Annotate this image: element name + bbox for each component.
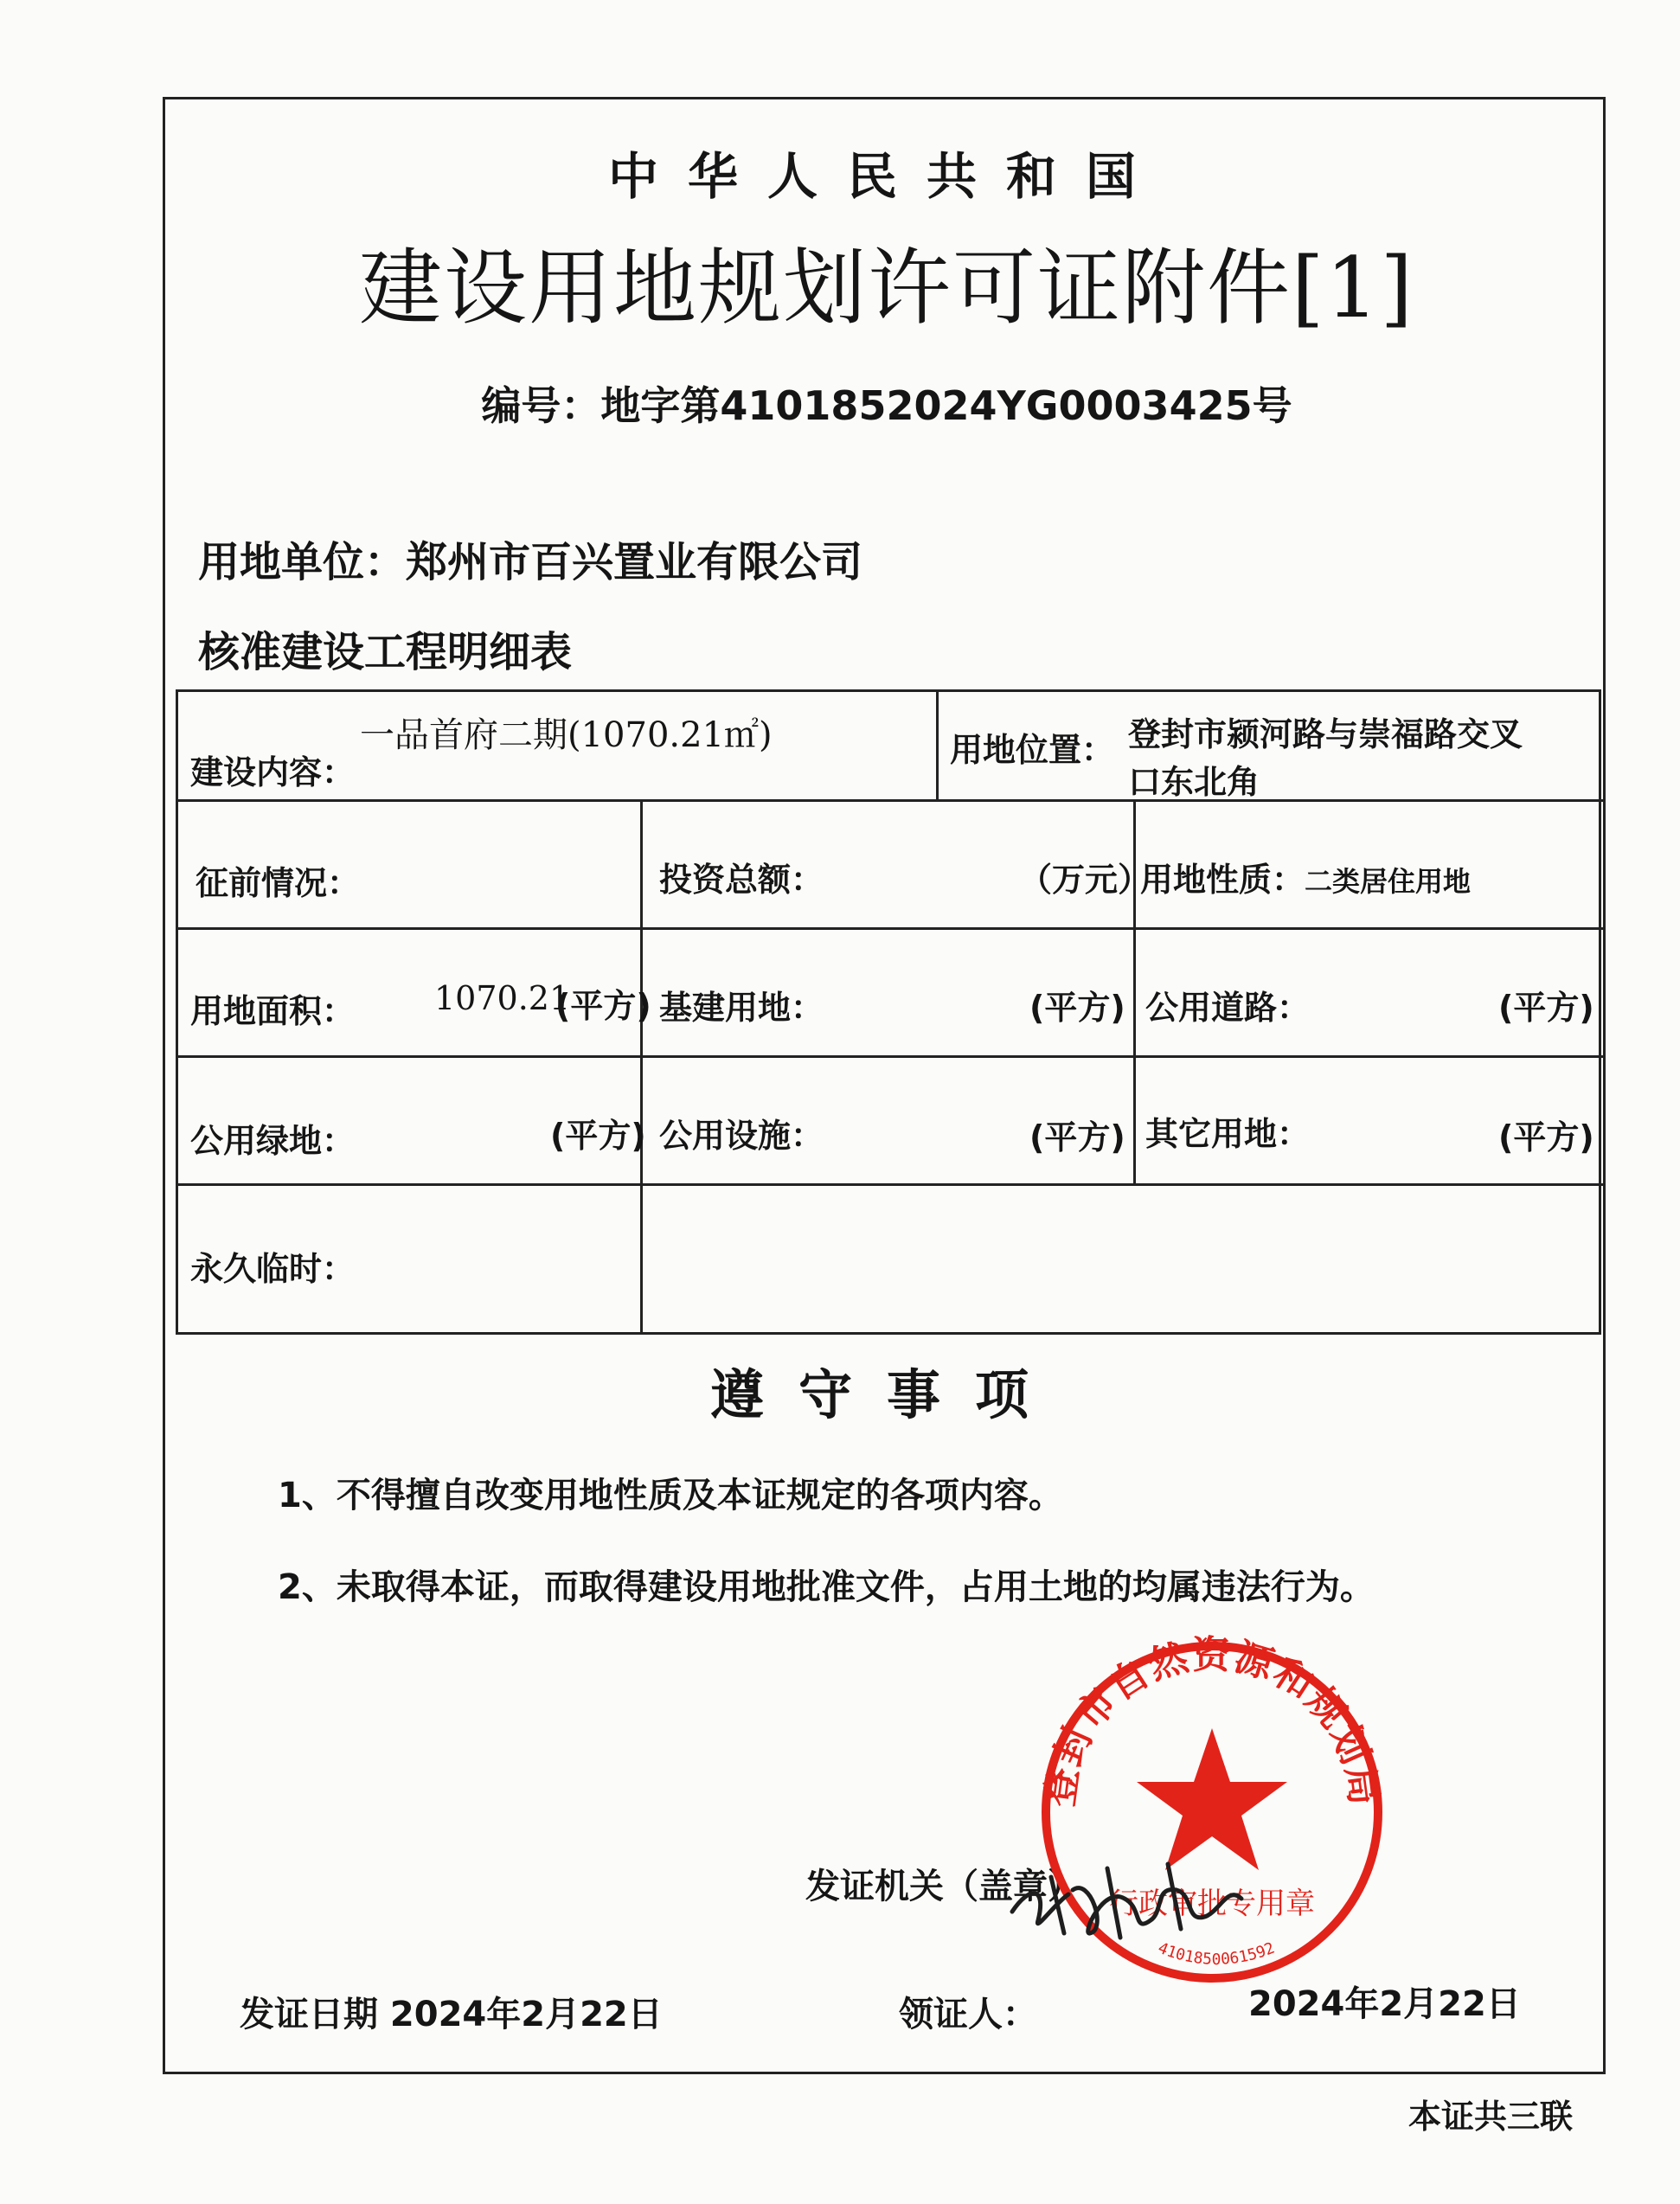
- public-green: 公用绿地：: [190, 1122, 356, 1160]
- copies-note: 本证共三联: [1408, 2098, 1574, 2136]
- table-caption: 核准建设工程明细表: [198, 628, 573, 676]
- detail-table: [176, 689, 1601, 1335]
- public-facility-unit: (平方): [1029, 1118, 1125, 1156]
- land-area-value: 1070.21: [434, 979, 571, 1017]
- seal-number: 4101850061592: [1155, 1938, 1278, 1969]
- issuing-authority: 发证机关（盖章）: [805, 1867, 1082, 1906]
- land-nature-value: 二类居住用地: [1305, 865, 1472, 898]
- land-location: [950, 723, 1114, 771]
- public-road: 公用道路：: [1145, 989, 1311, 1027]
- land-unit-label: 用地单位：: [198, 538, 407, 586]
- land-unit-value: 郑州市百兴置业有限公司: [406, 538, 863, 586]
- public-green-unit: (平方): [550, 1117, 646, 1155]
- receive-date: 2024年2月22日: [1248, 1984, 1521, 2024]
- infrastructure-land: 基建用地：: [659, 989, 824, 1027]
- certificate-number: 编号：地字第4101852024YG0003425号: [481, 382, 1292, 429]
- issue-date: 发证日期 2024年2月22日: [240, 1995, 663, 2034]
- land-unit: [198, 529, 862, 588]
- seal-inner-text: 行政审批专用章: [1109, 1887, 1315, 1921]
- country-name: 中华人民共和国: [607, 147, 1165, 206]
- location-label: 用地位置：: [950, 731, 1115, 769]
- notes-title: 遵守事项: [709, 1363, 1063, 1426]
- permanent-temporary: 永久临时：: [190, 1250, 356, 1288]
- seal-outer-text: 登封市自然资源和规划局: [1037, 1635, 1387, 1810]
- recipient-signature: [1004, 1851, 1254, 1946]
- construction-label: 建设内容：: [190, 753, 356, 791]
- land-nature: 用地性质：二类居住用地: [1140, 861, 1472, 899]
- investment-unit: （万元）: [1019, 861, 1151, 899]
- seal-star-icon: [1137, 1728, 1287, 1870]
- other-land: 其它用地：: [1145, 1115, 1311, 1153]
- other-land-unit: (平方): [1498, 1118, 1594, 1156]
- note-item: 2、未取得本证，而取得建设用地批准文件，占用土地的均属违法行为。: [278, 1567, 1375, 1607]
- land-area: 用地面积：: [190, 992, 356, 1030]
- location-value: 登封市颍河路与崇福路交叉 口东北角: [1128, 715, 1523, 801]
- pre-acquisition-status: 征前情况：: [196, 864, 361, 902]
- total-investment: 投资总额：: [659, 861, 824, 899]
- note-item: 1、不得擅自改变用地性质及本证规定的各项内容。: [278, 1476, 1063, 1515]
- construction-content: [190, 746, 355, 793]
- public-facility: 公用设施：: [659, 1117, 824, 1155]
- infrastructure-unit: (平方): [1029, 989, 1125, 1027]
- land-area-unit: (平方): [555, 987, 651, 1025]
- recipient-label: 领证人：: [899, 1995, 1037, 2034]
- construction-value: 一品首府二期(1070.21㎡): [360, 715, 773, 755]
- document-title: 建设用地规划许可证附件[1]: [359, 240, 1414, 336]
- public-road-unit: (平方): [1498, 989, 1594, 1027]
